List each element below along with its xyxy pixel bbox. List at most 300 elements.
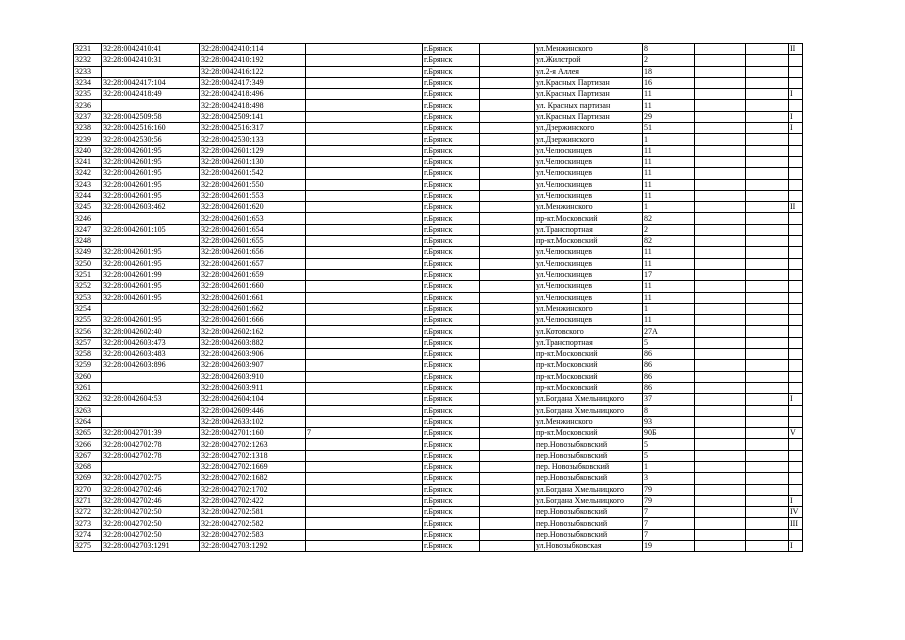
table-row	[74, 360, 803, 371]
blank-cell	[695, 473, 746, 484]
category-cell: I	[789, 89, 803, 100]
object-cadastral-number-cell: 32:28:0042703:1292	[200, 541, 306, 552]
blank-cell	[746, 541, 789, 552]
blank-cell	[480, 326, 535, 337]
category-cell: I	[789, 123, 803, 134]
category-cell	[789, 450, 803, 461]
extra-number-cell	[306, 224, 423, 235]
street-cell: ул. Красных партизан	[535, 100, 643, 111]
extra-number-cell	[306, 179, 423, 190]
category-cell	[789, 134, 803, 145]
row-number-cell: 3253	[74, 292, 102, 303]
house-number-cell: 11	[643, 258, 695, 269]
house-number-cell: 79	[643, 495, 695, 506]
blank-cell	[480, 360, 535, 371]
extra-number-cell	[306, 303, 423, 314]
blank-cell	[695, 77, 746, 88]
blank-cell	[480, 303, 535, 314]
category-cell	[789, 236, 803, 247]
street-cell: пер.Новозыбковский	[535, 439, 643, 450]
house-number-cell: 2	[643, 224, 695, 235]
blank-cell	[746, 258, 789, 269]
city-cell: г.Брянск	[423, 100, 480, 111]
blank-cell	[695, 100, 746, 111]
blank-cell	[695, 123, 746, 134]
category-cell: II	[789, 44, 803, 55]
table-row	[74, 134, 803, 145]
land-cadastral-number-cell: 32:28:0042601:95	[102, 145, 200, 156]
street-cell: ул.Менжинского	[535, 202, 643, 213]
city-cell: г.Брянск	[423, 450, 480, 461]
category-cell	[789, 303, 803, 314]
object-cadastral-number-cell: 32:28:0042702:1318	[200, 450, 306, 461]
table-row	[74, 428, 803, 439]
blank-cell	[695, 450, 746, 461]
blank-cell	[480, 405, 535, 416]
house-number-cell: 1	[643, 202, 695, 213]
blank-cell	[480, 450, 535, 461]
blank-cell	[480, 213, 535, 224]
house-number-cell: 7	[643, 529, 695, 540]
land-cadastral-number-cell	[102, 405, 200, 416]
row-number-cell: 3263	[74, 405, 102, 416]
land-cadastral-number-cell	[102, 371, 200, 382]
blank-cell	[746, 55, 789, 66]
land-cadastral-number-cell: 32:28:0042410:31	[102, 55, 200, 66]
category-cell	[789, 292, 803, 303]
house-number-cell: 1	[643, 461, 695, 472]
land-cadastral-number-cell: 32:28:0042603:483	[102, 349, 200, 360]
street-cell: ул.2-я Аллея	[535, 66, 643, 77]
blank-cell	[480, 44, 535, 55]
blank-cell	[480, 507, 535, 518]
object-cadastral-number-cell: 32:28:0042601:553	[200, 190, 306, 201]
city-cell: г.Брянск	[423, 269, 480, 280]
street-cell: пер.Новозыбковский	[535, 507, 643, 518]
house-number-cell: 11	[643, 168, 695, 179]
table-row	[74, 292, 803, 303]
street-cell: ул.Жилстрой	[535, 55, 643, 66]
city-cell: г.Брянск	[423, 394, 480, 405]
blank-cell	[695, 529, 746, 540]
land-cadastral-number-cell: 32:28:0042603:896	[102, 360, 200, 371]
object-cadastral-number-cell: 32:28:0042601:620	[200, 202, 306, 213]
house-number-cell: 11	[643, 179, 695, 190]
row-number-cell: 3259	[74, 360, 102, 371]
category-cell: I	[789, 541, 803, 552]
extra-number-cell	[306, 247, 423, 258]
land-cadastral-number-cell	[102, 382, 200, 393]
blank-cell	[695, 134, 746, 145]
house-number-cell: 1	[643, 134, 695, 145]
table-row	[74, 529, 803, 540]
blank-cell	[746, 405, 789, 416]
street-cell: ул.Транспортная	[535, 337, 643, 348]
category-cell	[789, 247, 803, 258]
table-row	[74, 315, 803, 326]
table-row	[74, 247, 803, 258]
house-number-cell: 51	[643, 123, 695, 134]
extra-number-cell	[306, 123, 423, 134]
blank-cell	[746, 360, 789, 371]
blank-cell	[746, 529, 789, 540]
category-cell	[789, 315, 803, 326]
blank-cell	[695, 269, 746, 280]
cadastral-registry-table	[73, 43, 803, 552]
extra-number-cell	[306, 450, 423, 461]
extra-number-cell	[306, 55, 423, 66]
land-cadastral-number-cell: 32:28:0042601:95	[102, 292, 200, 303]
city-cell: г.Брянск	[423, 156, 480, 167]
street-cell: ул.Дзержинского	[535, 123, 643, 134]
table-row	[74, 145, 803, 156]
city-cell: г.Брянск	[423, 66, 480, 77]
row-number-cell: 3258	[74, 349, 102, 360]
extra-number-cell	[306, 145, 423, 156]
category-cell	[789, 529, 803, 540]
land-cadastral-number-cell: 32:28:0042601:95	[102, 247, 200, 258]
category-cell	[789, 484, 803, 495]
street-cell: ул.Красных Партизан	[535, 77, 643, 88]
object-cadastral-number-cell: 32:28:0042702:1682	[200, 473, 306, 484]
blank-cell	[746, 349, 789, 360]
object-cadastral-number-cell: 32:28:0042410:114	[200, 44, 306, 55]
object-cadastral-number-cell: 32:28:0042601:542	[200, 168, 306, 179]
blank-cell	[480, 224, 535, 235]
blank-cell	[746, 66, 789, 77]
street-cell: ул.Челюскинцев	[535, 247, 643, 258]
house-number-cell: 93	[643, 416, 695, 427]
city-cell: г.Брянск	[423, 461, 480, 472]
house-number-cell: 11	[643, 292, 695, 303]
street-cell: ул.Челюскинцев	[535, 168, 643, 179]
blank-cell	[746, 292, 789, 303]
extra-number-cell	[306, 89, 423, 100]
street-cell: ул.Челюскинцев	[535, 258, 643, 269]
blank-cell	[480, 428, 535, 439]
blank-cell	[746, 315, 789, 326]
house-number-cell: 19	[643, 541, 695, 552]
row-number-cell: 3265	[74, 428, 102, 439]
blank-cell	[480, 66, 535, 77]
land-cadastral-number-cell: 32:28:0042601:105	[102, 224, 200, 235]
category-cell	[789, 156, 803, 167]
street-cell: ул.Челюскинцев	[535, 190, 643, 201]
table-row	[74, 473, 803, 484]
city-cell: г.Брянск	[423, 484, 480, 495]
extra-number-cell	[306, 213, 423, 224]
blank-cell	[695, 66, 746, 77]
land-cadastral-number-cell: 32:28:0042602:40	[102, 326, 200, 337]
table-row	[74, 89, 803, 100]
city-cell: г.Брянск	[423, 134, 480, 145]
category-cell	[789, 269, 803, 280]
city-cell: г.Брянск	[423, 44, 480, 55]
house-number-cell: 7	[643, 507, 695, 518]
house-number-cell: 8	[643, 405, 695, 416]
extra-number-cell	[306, 134, 423, 145]
object-cadastral-number-cell: 32:28:0042601:654	[200, 224, 306, 235]
street-cell: пер.Новозыбковский	[535, 473, 643, 484]
extra-number-cell	[306, 439, 423, 450]
city-cell: г.Брянск	[423, 168, 480, 179]
category-cell: II	[789, 202, 803, 213]
house-number-cell: 86	[643, 349, 695, 360]
table-row	[74, 371, 803, 382]
blank-cell	[746, 326, 789, 337]
blank-cell	[695, 461, 746, 472]
city-cell: г.Брянск	[423, 360, 480, 371]
street-cell: ул.Богдана Хмельницкого	[535, 484, 643, 495]
blank-cell	[480, 134, 535, 145]
blank-cell	[695, 326, 746, 337]
row-number-cell: 3261	[74, 382, 102, 393]
blank-cell	[480, 371, 535, 382]
extra-number-cell	[306, 416, 423, 427]
extra-number-cell	[306, 337, 423, 348]
extra-number-cell	[306, 518, 423, 529]
house-number-cell: 11	[643, 281, 695, 292]
street-cell: пер. Новозыбковский	[535, 461, 643, 472]
blank-cell	[746, 247, 789, 258]
object-cadastral-number-cell: 32:28:0042633:102	[200, 416, 306, 427]
table-row	[74, 281, 803, 292]
city-cell: г.Брянск	[423, 349, 480, 360]
land-cadastral-number-cell: 32:28:0042601:95	[102, 258, 200, 269]
table-row	[74, 303, 803, 314]
blank-cell	[746, 337, 789, 348]
extra-number-cell	[306, 326, 423, 337]
row-number-cell: 3240	[74, 145, 102, 156]
blank-cell	[480, 247, 535, 258]
category-cell	[789, 55, 803, 66]
blank-cell	[695, 405, 746, 416]
extra-number-cell	[306, 349, 423, 360]
land-cadastral-number-cell: 32:28:0042702:50	[102, 529, 200, 540]
extra-number-cell	[306, 202, 423, 213]
row-number-cell: 3271	[74, 495, 102, 506]
blank-cell	[746, 439, 789, 450]
extra-number-cell	[306, 44, 423, 55]
table-row	[74, 77, 803, 88]
blank-cell	[746, 416, 789, 427]
table-row	[74, 55, 803, 66]
street-cell: ул.Челюскинцев	[535, 281, 643, 292]
blank-cell	[480, 258, 535, 269]
blank-cell	[695, 89, 746, 100]
table-row	[74, 507, 803, 518]
row-number-cell: 3273	[74, 518, 102, 529]
row-number-cell: 3237	[74, 111, 102, 122]
category-cell: I	[789, 111, 803, 122]
city-cell: г.Брянск	[423, 303, 480, 314]
city-cell: г.Брянск	[423, 337, 480, 348]
land-cadastral-number-cell	[102, 100, 200, 111]
table-body	[74, 44, 803, 552]
object-cadastral-number-cell: 32:28:0042516:317	[200, 123, 306, 134]
row-number-cell: 3233	[74, 66, 102, 77]
land-cadastral-number-cell: 32:28:0042603:473	[102, 337, 200, 348]
house-number-cell: 82	[643, 213, 695, 224]
blank-cell	[480, 416, 535, 427]
table-row	[74, 168, 803, 179]
extra-number-cell	[306, 269, 423, 280]
blank-cell	[695, 416, 746, 427]
row-number-cell: 3244	[74, 190, 102, 201]
category-cell	[789, 213, 803, 224]
table-row	[74, 190, 803, 201]
street-cell: ул.Богдана Хмельницкого	[535, 405, 643, 416]
street-cell: ул.Челюскинцев	[535, 269, 643, 280]
city-cell: г.Брянск	[423, 247, 480, 258]
blank-cell	[695, 156, 746, 167]
table-row	[74, 450, 803, 461]
city-cell: г.Брянск	[423, 236, 480, 247]
land-cadastral-number-cell: 32:28:0042703:1291	[102, 541, 200, 552]
table-row	[74, 213, 803, 224]
blank-cell	[695, 394, 746, 405]
extra-number-cell	[306, 168, 423, 179]
table-row	[74, 123, 803, 134]
street-cell: пр-кт.Московский	[535, 349, 643, 360]
category-cell: IV	[789, 507, 803, 518]
city-cell: г.Брянск	[423, 179, 480, 190]
category-cell	[789, 349, 803, 360]
table-row	[74, 405, 803, 416]
extra-number-cell	[306, 394, 423, 405]
table-row	[74, 156, 803, 167]
category-cell	[789, 439, 803, 450]
city-cell: г.Брянск	[423, 55, 480, 66]
object-cadastral-number-cell: 32:28:0042601:550	[200, 179, 306, 190]
object-cadastral-number-cell: 32:28:0042417:349	[200, 77, 306, 88]
object-cadastral-number-cell: 32:28:0042530:133	[200, 134, 306, 145]
blank-cell	[746, 89, 789, 100]
blank-cell	[695, 213, 746, 224]
table-row	[74, 394, 803, 405]
category-cell	[789, 179, 803, 190]
blank-cell	[480, 495, 535, 506]
object-cadastral-number-cell: 32:28:0042601:655	[200, 236, 306, 247]
row-number-cell: 3249	[74, 247, 102, 258]
category-cell	[789, 405, 803, 416]
house-number-cell: 27А	[643, 326, 695, 337]
blank-cell	[480, 337, 535, 348]
city-cell: г.Брянск	[423, 371, 480, 382]
blank-cell	[480, 55, 535, 66]
blank-cell	[695, 111, 746, 122]
blank-cell	[746, 145, 789, 156]
house-number-cell: 86	[643, 371, 695, 382]
land-cadastral-number-cell: 32:28:0042410:41	[102, 44, 200, 55]
row-number-cell: 3245	[74, 202, 102, 213]
city-cell: г.Брянск	[423, 326, 480, 337]
city-cell: г.Брянск	[423, 292, 480, 303]
object-cadastral-number-cell: 32:28:0042603:906	[200, 349, 306, 360]
object-cadastral-number-cell: 32:28:0042604:104	[200, 394, 306, 405]
land-cadastral-number-cell: 32:28:0042601:95	[102, 190, 200, 201]
blank-cell	[480, 292, 535, 303]
land-cadastral-number-cell: 32:28:0042603:462	[102, 202, 200, 213]
city-cell: г.Брянск	[423, 439, 480, 450]
city-cell: г.Брянск	[423, 202, 480, 213]
land-cadastral-number-cell: 32:28:0042516:160	[102, 123, 200, 134]
row-number-cell: 3241	[74, 156, 102, 167]
blank-cell	[480, 349, 535, 360]
row-number-cell: 3257	[74, 337, 102, 348]
table-row	[74, 236, 803, 247]
blank-cell	[480, 473, 535, 484]
house-number-cell: 37	[643, 394, 695, 405]
city-cell: г.Брянск	[423, 473, 480, 484]
row-number-cell: 3247	[74, 224, 102, 235]
row-number-cell: 3272	[74, 507, 102, 518]
land-cadastral-number-cell: 32:28:0042702:75	[102, 473, 200, 484]
object-cadastral-number-cell: 32:28:0042601:660	[200, 281, 306, 292]
blank-cell	[480, 179, 535, 190]
row-number-cell: 3267	[74, 450, 102, 461]
extra-number-cell	[306, 360, 423, 371]
street-cell: пер.Новозыбковский	[535, 518, 643, 529]
street-cell: ул.Челюскинцев	[535, 179, 643, 190]
blank-cell	[480, 236, 535, 247]
land-cadastral-number-cell: 32:28:0042702:50	[102, 507, 200, 518]
blank-cell	[746, 484, 789, 495]
blank-cell	[695, 258, 746, 269]
house-number-cell: 82	[643, 236, 695, 247]
street-cell: ул.Челюскинцев	[535, 145, 643, 156]
extra-number-cell: 7	[306, 428, 423, 439]
land-cadastral-number-cell: 32:28:0042702:78	[102, 450, 200, 461]
object-cadastral-number-cell: 32:28:0042603:911	[200, 382, 306, 393]
land-cadastral-number-cell: 32:28:0042417:104	[102, 77, 200, 88]
city-cell: г.Брянск	[423, 111, 480, 122]
blank-cell	[480, 394, 535, 405]
extra-number-cell	[306, 541, 423, 552]
land-cadastral-number-cell: 32:28:0042601:99	[102, 269, 200, 280]
table-row	[74, 495, 803, 506]
blank-cell	[695, 349, 746, 360]
land-cadastral-number-cell	[102, 461, 200, 472]
row-number-cell: 3231	[74, 44, 102, 55]
row-number-cell: 3246	[74, 213, 102, 224]
extra-number-cell	[306, 371, 423, 382]
blank-cell	[695, 484, 746, 495]
table-row	[74, 44, 803, 55]
blank-cell	[746, 382, 789, 393]
blank-cell	[480, 461, 535, 472]
land-cadastral-number-cell: 32:28:0042702:50	[102, 518, 200, 529]
row-number-cell: 3254	[74, 303, 102, 314]
extra-number-cell	[306, 315, 423, 326]
extra-number-cell	[306, 484, 423, 495]
blank-cell	[695, 190, 746, 201]
table-row	[74, 439, 803, 450]
extra-number-cell	[306, 236, 423, 247]
object-cadastral-number-cell: 32:28:0042603:882	[200, 337, 306, 348]
category-cell	[789, 168, 803, 179]
blank-cell	[746, 394, 789, 405]
land-cadastral-number-cell: 32:28:0042604:53	[102, 394, 200, 405]
blank-cell	[695, 315, 746, 326]
blank-cell	[695, 337, 746, 348]
row-number-cell: 3239	[74, 134, 102, 145]
category-cell	[789, 337, 803, 348]
street-cell: ул.Красных Партизан	[535, 111, 643, 122]
blank-cell	[695, 439, 746, 450]
row-number-cell: 3232	[74, 55, 102, 66]
row-number-cell: 3266	[74, 439, 102, 450]
